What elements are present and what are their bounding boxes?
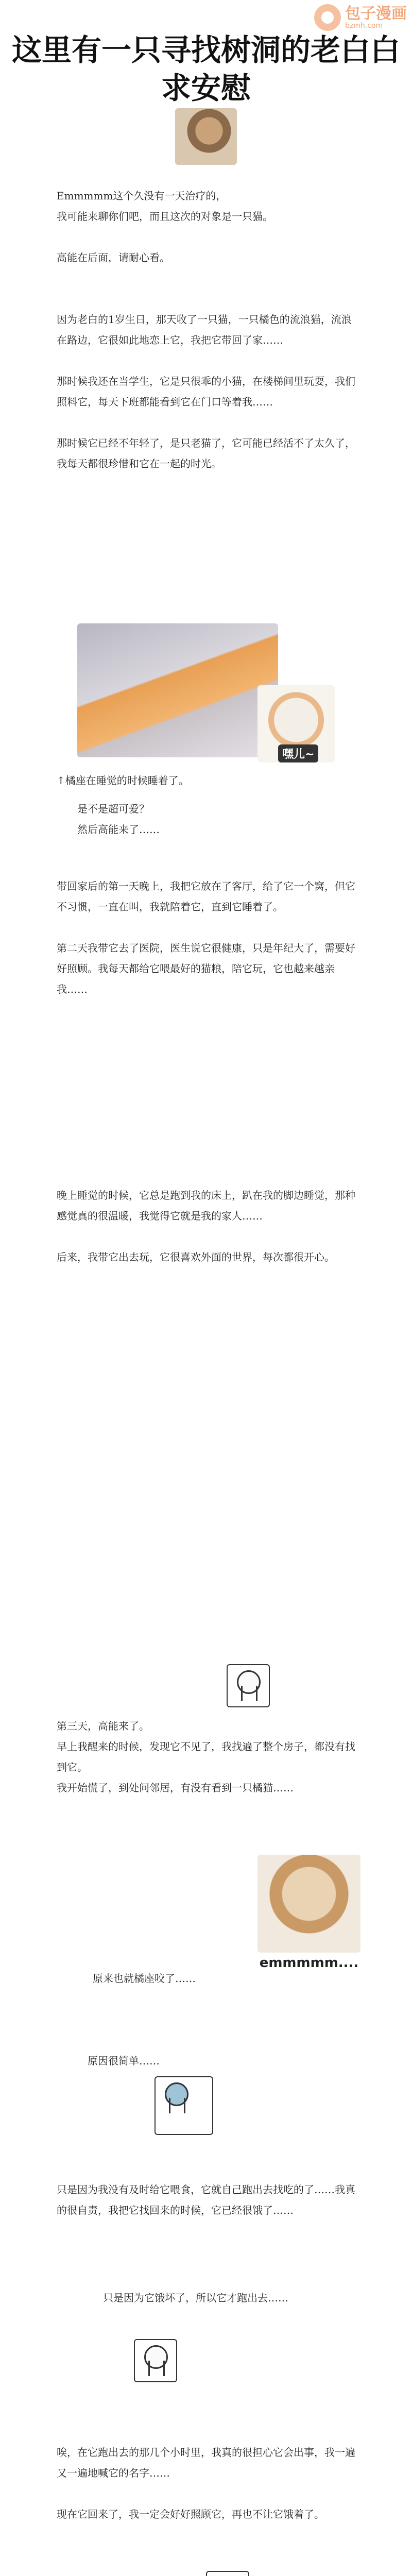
caption-white: 是不是超可爱？ 然后高能来了…… [77,803,160,836]
emm-caption: emmmmm.... [259,1955,359,1971]
caption-emm: 原来也就橘座咬了…… [93,1972,196,1985]
part8-text: 唉，在它跑出去的那几个小时里，我真的很担心它会出事，我一遍又一遍地喊它的名字…… 现在它回来了，我一定会好好照顾它，再也不让它饿着了。 [57,2446,355,2520]
intro-text: Emmmmm这个久没有一天治疗的， 我可能来聊你们吧，而且这次的对象是一只猫。 高能在后面，请耐心看。 [57,190,273,264]
sticker-crying-3 [134,2339,177,2382]
part3-text: 晚上睡觉的时候，它总是跑到我的床上，趴在我的脚边睡觉，那种感觉真的很温暖，我觉得它就是我的家人…… 后来，我带它出去玩，它很喜欢外面的世界，每次都很开心。 [57,1189,355,1263]
page-title [0,31,412,107]
title-line2: 求安慰 [161,71,251,106]
part7-text: 只是因为它饿坏了，所以它才跑出去…… [103,2292,288,2304]
part6-text: 只是因为我没有及时给它喂食，它就自己跑出去找吃的了……我真的很自责，我把它找回来的时候，它已经很饿了…… [57,2183,355,2216]
watermark [314,4,407,31]
cat-photo-top [175,108,237,165]
sticker-crying-1 [227,1664,270,1707]
cat-emm-photo [258,1855,360,1953]
sticker-crying-4 [206,2571,249,2576]
part4-text: 第三天，高能来了。 早上我醒来的时候，发现它不见了，我找遍了整个房子，都没有找到它。 我开始慌了，到处问邻居，有没有看到一只橘猫…… [57,1720,355,1794]
watermark-subtitle: bzmh.com [345,21,383,30]
sticker-crying-2 [154,2076,213,2135]
caption-sleep: ↑橘座在睡觉的时候睡着了。 [57,774,189,787]
part5-text: 原因很简单…… [88,2055,160,2067]
watermark-title: 包子漫画 [345,4,407,23]
part2-text: 带回家后的第一天晚上，我把它放在了客厅，给了它一个窝，但它不习惯，一直在叫，我就陪着它，直到它睡着了。 第二天我带它去了医院，医生说它很健康，只是年纪大了，需要好好照顾。我每天都给它喂最好的猫粮，陪它玩，它也越来越亲我…… [57,880,355,995]
bubble-text: 嘿儿~ [278,744,318,762]
part1-text: 因为老白的1岁生日，那天收了一只猫，一只橘色的流浪猫，流浪在路边，它很如此地恋上它，我把它带回了家…… 那时候我还在当学生，它是只很乖的小猫，在楼梯间里玩耍，我们照料它，每天下班都能看到它在门口等着我…… 那时候它已经不年轻了，是只老猫了，它可能已经活不了太久了，我每天都很珍惜和它在一起的时光。 [57,313,355,470]
cat-sleeping-photo [77,623,278,757]
watermark-logo-icon [314,4,341,31]
title-line1: 这里有一只寻找树洞的老白白 [11,32,400,67]
